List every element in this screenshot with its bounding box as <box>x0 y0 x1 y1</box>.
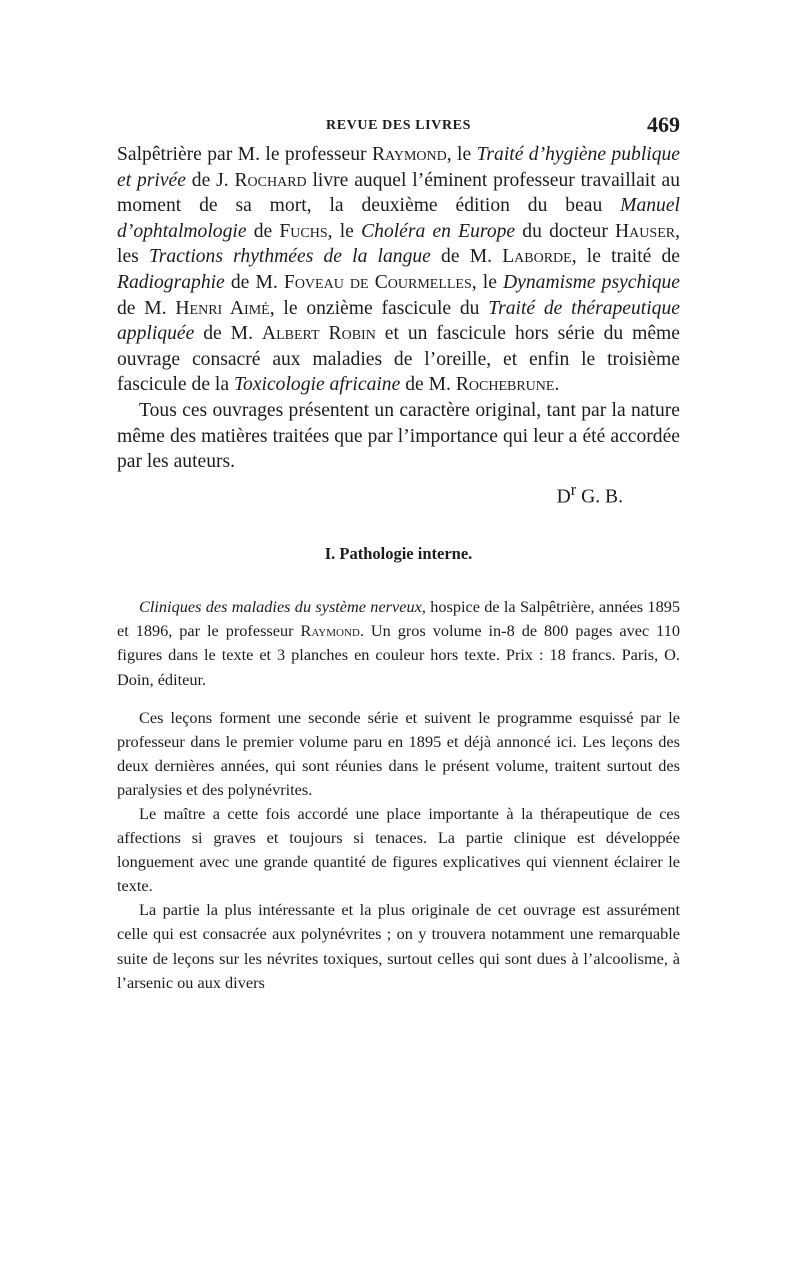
author-name: Raymond <box>371 144 447 165</box>
book-title: Choléra en Europe <box>361 220 516 242</box>
author-name: Hauser <box>615 220 676 242</box>
book-title: Traité d’hygiène publique et privée <box>117 144 681 191</box>
book-page <box>117 112 680 995</box>
text-run: , hospice de la Salpêtrière, années 1895 et 1896, par le professeur <box>117 597 680 641</box>
review-entry-header <box>117 595 680 691</box>
signature <box>117 477 680 511</box>
text-run: de M. <box>400 374 456 396</box>
book-title: Radiographie <box>117 271 225 293</box>
text-run: , le traité de <box>571 246 680 268</box>
body-paragraph: Ces leçons forment une seconde série et suivent le programme esquissé par le professeur dans le premier volume paru en 1895 et déjà annoncé ici. Les leçons des deux dernières années, qui sont réunies dans le présent volume, traitent surtout des paralysies et des polynévrites. <box>117 707 680 799</box>
text-run: , le <box>471 271 504 293</box>
author-name: Raymond <box>300 621 360 641</box>
text-run: de <box>246 220 280 242</box>
text-run: de M. <box>194 323 262 345</box>
author-name: Rochard <box>234 169 307 191</box>
running-title: REVUE DES LIVRES <box>326 118 471 133</box>
text-run: , le onzième fascicule du <box>269 297 489 319</box>
author-name: Foveau de Courmelles <box>283 271 472 293</box>
body-paragraph: Le maître a cette fois accordé une place importante à la thérapeutique de ces affections si graves et toujours si tenaces. La partie clinique est développée longuement avec une grande quantité de figures explicatives qui viennent éclairer le texte. <box>117 804 680 896</box>
section-title: I. Pathologie interne. <box>324 544 473 564</box>
book-title: Tractions rhythmées de la langue <box>148 246 431 268</box>
author-name: Rochebrune <box>455 374 555 396</box>
text-run: . Un gros volume in-8 de 800 pages avec 110 figures dans le texte et 3 planches en couleur hors texte. Prix : 18 francs. Paris, O. Doin, éditeur. <box>117 621 680 689</box>
signature-prefix: D <box>556 486 571 508</box>
summary-paragraph: Tous ces ouvrages présentent un caractère original, tant par la nature même des matières traitées que par l’importance qui leur a été accordée par les auteurs. <box>117 399 680 473</box>
book-title: Toxicologie africaine <box>233 374 401 396</box>
text-run: . <box>554 374 560 396</box>
continued-paragraph <box>117 142 680 398</box>
author-name: Henri Aimé <box>175 297 270 319</box>
text-run: , le <box>327 220 362 242</box>
text-run: livre auquel l’éminent professeur travaillait au moment de sa mort, la deuxième édition du beau <box>117 169 681 217</box>
text-run: du docteur <box>515 220 616 242</box>
body-paragraph: La partie la plus intéressante et la plus originale de cet ouvrage est assurément celle qui est consacrée aux polynévrites ; on y trouvera notamment une remarquable suite de leçons sur les névrites toxiques, surtout celles qui sont dues à l’alcoolisme, à l’arsenic ou aux divers <box>117 900 680 992</box>
page-number: 469 <box>647 112 680 137</box>
signature-superscript: r <box>570 479 577 499</box>
text-run: de J. <box>185 169 235 191</box>
text-run: Salpêtrière par M. le professeur <box>117 144 372 165</box>
book-title: Manuel d’ophtalmologie <box>117 195 680 242</box>
text-run: et un fascicule hors série du même ouvrage consacré aux maladies de l’oreille, et enfin le troisième fascicule de la <box>117 323 680 396</box>
text-run: , le <box>446 144 477 165</box>
text-run: de M. <box>117 297 176 319</box>
entry-book-title: Cliniques des maladies du système nerveux <box>139 597 422 617</box>
text-run: , les <box>117 220 680 268</box>
text-run: de M. <box>224 271 284 293</box>
author-name: Albert Robin <box>261 323 376 345</box>
running-head <box>117 112 680 142</box>
author-name: Fuchs <box>279 220 328 242</box>
signature-initials: G. B. <box>576 486 623 508</box>
author-name: Laborde <box>502 246 572 268</box>
book-title: Dynamisme psychique <box>503 271 680 293</box>
text-run: de M. <box>430 246 503 268</box>
book-title: Traité de thérapeutique appliquée <box>117 297 680 345</box>
